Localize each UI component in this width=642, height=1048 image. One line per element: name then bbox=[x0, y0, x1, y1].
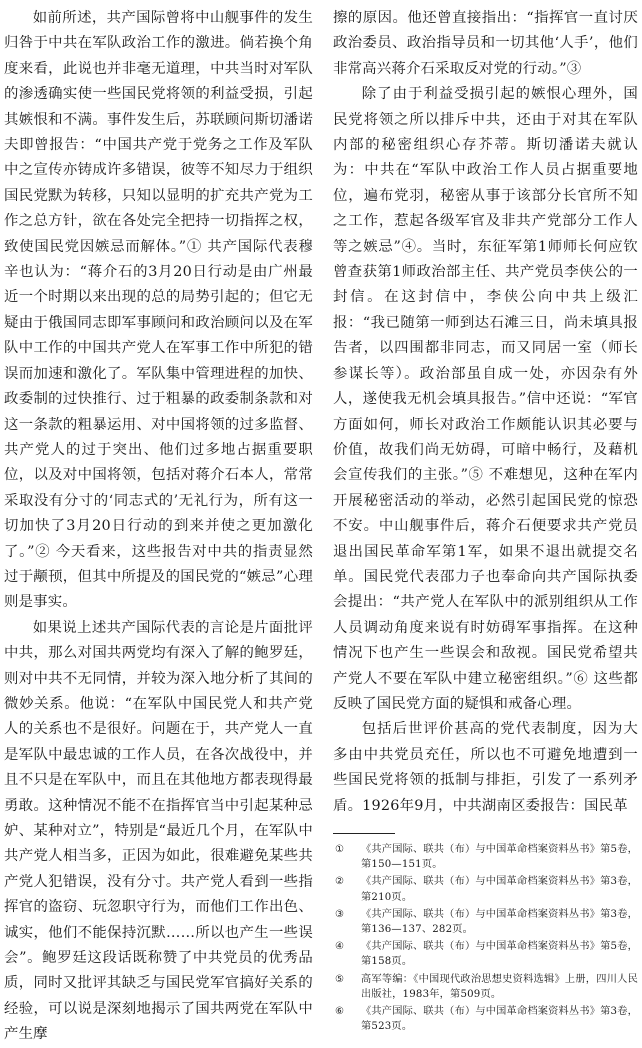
footnote bbox=[333, 874, 638, 904]
footnote-text: 《共产国际、联共（布）与中国革命档案资料丛书》第3卷，第210页。 bbox=[361, 876, 638, 903]
footnote-mark: ③ bbox=[335, 908, 345, 920]
footnote-divider bbox=[333, 833, 395, 834]
left-column bbox=[4, 6, 313, 1048]
footnote bbox=[333, 972, 638, 1002]
footnote bbox=[333, 842, 638, 872]
body-paragraph: 除了由于利益受损引起的嫉恨心理外，国民党将领之所以排斥中共，还由于对其在军队内部的秘密组织心存芥蒂。斯切潘诺夫就认为：中共在“军队中政治工作人员占据重要地位，遍布党羽，秘密从事于该部分长官所不知之工作，惹起各级军官及非共产党部分工作人等之嫉忌”④。当时，东征军第1师师长何应钦曾查获第1师政治部主任、共产党员李侠公的一封信。在这封信中，李侠公向中共上级汇报：“我已随第一师到达石滩三日，尚未填具报告者，以四围都非同志，而又同居一室（师长参谋长等）。政治部虽自成一处，亦因杂有外人，遂使我无机会填具报告。”信中还说：“军官方面如何，师长对政治工作颇能认识其必要与价值，故我们尚无妨碍，可暗中畅行，及藉机会宣传我们的主张。”⑤ 不难想见，这种在军内开展秘密活动的举动，必然引起国民党的惊恐不安。中山舰事件后，蒋介石便要求共产党员退出国民革命军第1军，如果不退出就提交名单。国民党代表邵力子也奉命向共产国际执委会提出：“共产党人在军队中的派别组织从工作人员调动角度来说有时妨碍军事指挥。在这种情况下也产生一些误会和敌视。国民党希望共产党人不要在军队中建立秘密组织。”⑥ 这些都反映了国民党方面的疑惧和戒备心理。 bbox=[333, 86, 638, 712]
footnote-text: 《共产国际、联共（布）与中国革命档案资料丛书》第3卷，第523页。 bbox=[361, 1006, 638, 1033]
body-paragraph-continued: 擦的原因。他还曾直接指出：“指挥官一直讨厌政治委员、政治指导员和一切其他‘人手’，他们非常高兴蒋介石采取反对党的行动。”③ bbox=[333, 10, 638, 77]
footnote-text: 《共产国际、联共（布）与中国革命档案资料丛书》第5卷，第150—151页。 bbox=[361, 844, 638, 871]
footnote-mark: ⑥ bbox=[335, 1006, 345, 1018]
footnotes bbox=[333, 833, 638, 1034]
body-paragraph: 如前所述，共产国际曾将中山舰事件的发生归咎于中共在军队政治工作的激进。倘若换个角度来看，此说也并非毫无道理，中共当时对军队的渗透确实使一些国民党将领的利益受损，引起其嫉恨和不满。事件发生后，苏联顾问斯切潘诺夫即曾报告：“中国共产党于党务之工作及军队中之宣传亦铸成许多错误，彼等不知尽力于组织国民党默为转移，只知以显明的扩充共产党为工作之总方针，欲在各处完全把持一切指挥之权，致使国民党因嫉忌而解体。”① 共产国际代表穆辛也认为：“蒋介石的3月20日行动是由广州最近一个时期以来出现的总的局势引起的；但它无疑由于俄国同志即军事顾问和政治顾问以及在军队中工作的中国共产党人在军事工作中所犯的错误而加速和激化了。军队集中管理进程的加快、政委制的过快推行、过于粗暴的政委制条款和对这一条款的粗暴运用、对中国将领的过多监督、共产党人的过于突出、他们过多地占据重要职位，以及对中国将领，包括对蒋介石本人，常常采取没有分寸的‘同志式的’无礼行为，所有这一切加快了3月20日行动的到来并使之更加激化了。”② 今天看来，这些报告对中共的指责显然过于颟顸，但其中所提及的国民党的“嫉忌”心理则是事实。 bbox=[4, 10, 313, 611]
footnote-text: 《共产国际、联共（布）与中国革命档案资料丛书》第3卷，第136—137、282页。 bbox=[361, 908, 638, 936]
footnote-text: 高军等编：《中国现代政治思想史资料选辑》上册，四川人民出版社，1983年，第509页。 bbox=[361, 973, 638, 1000]
footnote-mark: ① bbox=[335, 844, 345, 855]
body-paragraph: 包括后世评价甚高的党代表制度，因为大多由中共党员充任，所以也不可避免地遭到一些国民党将领的抵制与排拒，引发了一系列矛盾。1926年9月，中共湖南区委报告：国民革 bbox=[333, 721, 638, 814]
footnote-text: 《共产国际、联共（布）与中国革命档案资料丛书》第5卷，第158页。 bbox=[361, 941, 638, 968]
footnote-mark: ⑤ bbox=[335, 973, 345, 985]
footnote-mark: ④ bbox=[335, 941, 345, 953]
right-column bbox=[333, 6, 638, 1036]
body-paragraph: 如果说上述共产国际代表的言论是片面批评中共，那么对国共两党均有深入了解的鲍罗廷，则对中共不无同情，并较为深入地分析了其间的微妙关系。他说：“在军队中国民党人和共产党人的关系也不是很好。问题在于，共产党人一直是军队中最忠诚的工作人员，在各次战役中，并且不只是在军队中，而且在其他地方都表现得最勇敢。这种情况不能不在指挥官当中引起某种忌妒、某种对立”，特别是“最近几个月，在军队中共产党人相当多，正因为如此，很难避免某些共产党人犯错误，没有分寸。共产党人看到一些指挥官的盗窃、玩忽职守行为，而他们工作出色、诚实，他们不能保持沉默……所以也产生一些误会”。鲍罗廷这段话既称赞了中共党员的优秀品质，同时又批评其缺乏与国民党军官搞好关系的经验，可以说是深刻地揭示了国共两党在军队中产生摩 bbox=[4, 619, 313, 1043]
footnote-mark: ② bbox=[335, 876, 345, 888]
footnote bbox=[333, 1004, 638, 1034]
footnote bbox=[333, 907, 638, 937]
footnote bbox=[333, 939, 638, 969]
